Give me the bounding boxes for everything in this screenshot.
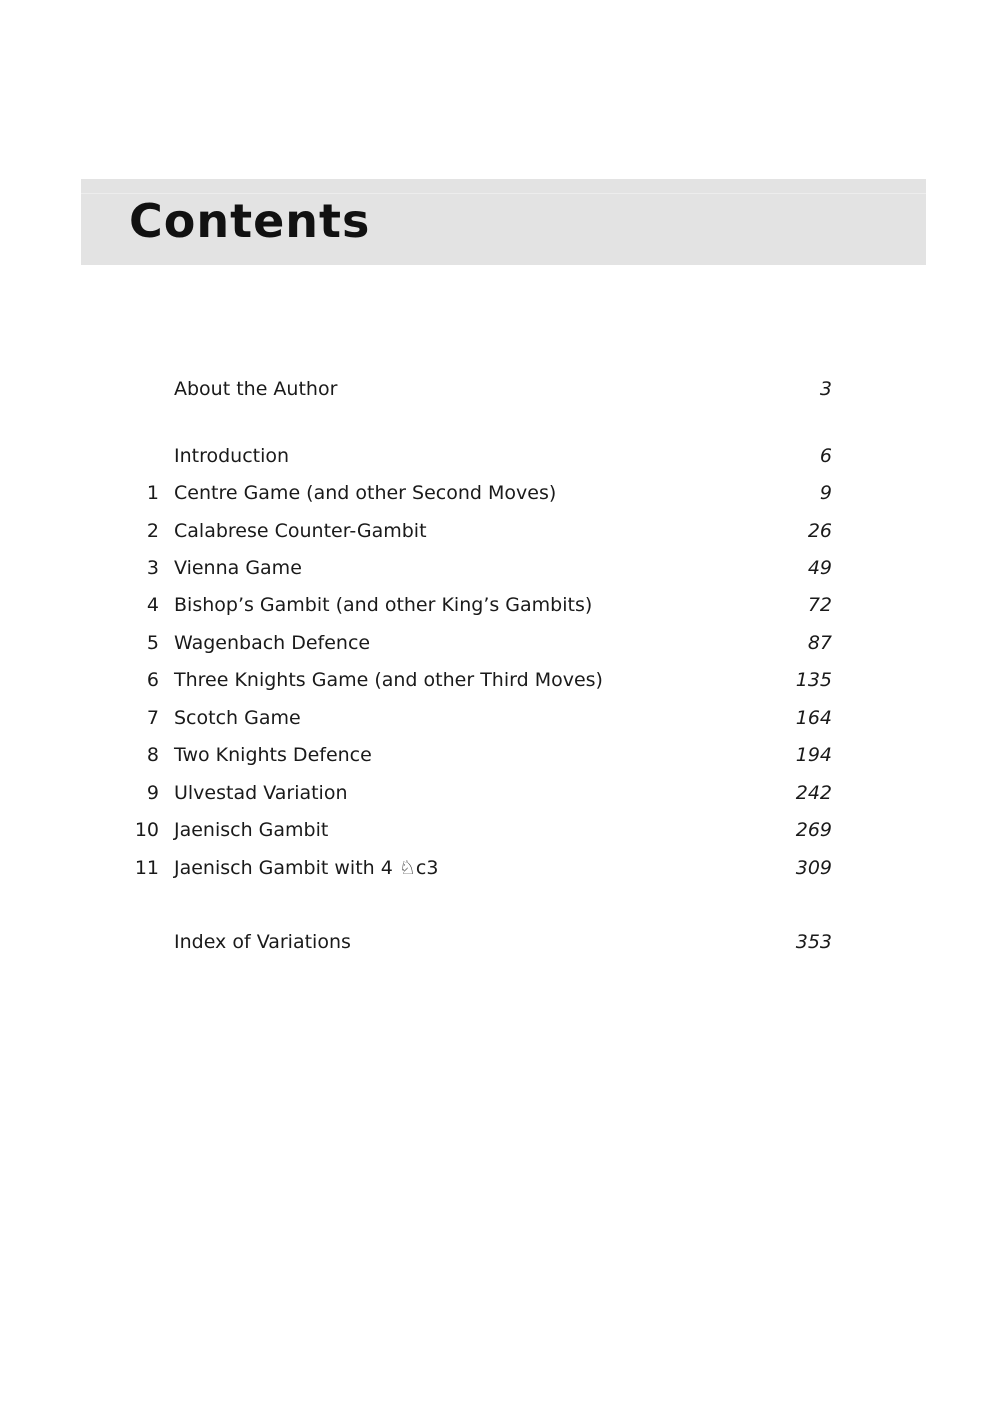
toc-page-number: 269: [795, 819, 832, 841]
toc-entry-chapter-2[interactable]: [0, 516, 1000, 546]
toc-chapter-number: 7: [146, 707, 159, 729]
toc-page-number: 49: [807, 557, 832, 579]
toc-page-number: 135: [795, 669, 832, 691]
toc-entry-chapter-6[interactable]: [0, 665, 1000, 695]
toc-entry-title: Index of Variations: [174, 931, 351, 953]
toc-page-number: 6: [819, 445, 832, 467]
toc-chapter-number: 5: [146, 632, 159, 654]
toc-chapter-number: 11: [134, 857, 159, 879]
toc-chapter-number: 3: [146, 557, 159, 579]
toc-entry-title: Vienna Game: [174, 557, 302, 579]
toc-entry-title: Scotch Game: [174, 707, 301, 729]
toc-entry-chapter-10[interactable]: [0, 815, 1000, 845]
toc-entry-title: Two Knights Defence: [174, 744, 372, 766]
toc-entry-title: Ulvestad Variation: [174, 782, 348, 804]
toc-page-number: 87: [807, 632, 832, 654]
toc-page-number: 26: [807, 520, 832, 542]
toc-entry-chapter-3[interactable]: [0, 553, 1000, 583]
toc-entry-title: Three Knights Game (and other Third Moves): [174, 669, 603, 691]
toc-chapter-number: 1: [146, 482, 159, 504]
toc-page-number: 353: [795, 931, 832, 953]
toc-page-number: 9: [819, 482, 832, 504]
toc-entry-chapter-7[interactable]: [0, 703, 1000, 733]
toc-chapter-number: 2: [146, 520, 159, 542]
toc-page-number: 72: [807, 594, 832, 616]
toc-entry-title: Jaenisch Gambit with 4 ♘c3: [174, 857, 439, 879]
toc-chapter-number: 10: [134, 819, 159, 841]
toc-entry-chapter-1[interactable]: [0, 478, 1000, 508]
toc-entry-chapter-11[interactable]: [0, 853, 1000, 883]
page-title: Contents: [129, 194, 371, 248]
contents-header-band: [81, 179, 926, 265]
toc-page-number: 164: [795, 707, 832, 729]
toc-entry-title: Wagenbach Defence: [174, 632, 371, 654]
toc-chapter-number: 6: [146, 669, 159, 691]
toc-entry-chapter-9[interactable]: [0, 778, 1000, 808]
toc-page-number: 3: [819, 378, 832, 400]
toc-entry-title: About the Author: [174, 378, 338, 400]
toc-entry-introduction[interactable]: [0, 441, 1000, 471]
toc-page-number: 194: [795, 744, 832, 766]
toc-entry-index-of-variations[interactable]: [0, 927, 1000, 957]
toc-entry-title: Jaenisch Gambit: [174, 819, 329, 841]
toc-entry-chapter-4[interactable]: [0, 590, 1000, 620]
toc-entry-title: Centre Game (and other Second Moves): [174, 482, 557, 504]
toc-entry-title: Bishop’s Gambit (and other King’s Gambits): [174, 594, 593, 616]
toc-entry-chapter-8[interactable]: [0, 740, 1000, 770]
toc-page-number: 242: [795, 782, 832, 804]
toc-entry-title: Calabrese Counter-Gambit: [174, 520, 427, 542]
toc-entry-title: Introduction: [174, 445, 290, 467]
toc-chapter-number: 9: [146, 782, 159, 804]
toc-entry-about-the-author[interactable]: [0, 374, 1000, 404]
toc-entry-chapter-5[interactable]: [0, 628, 1000, 658]
toc-chapter-number: 4: [146, 594, 159, 616]
toc-page-number: 309: [795, 857, 832, 879]
toc-chapter-number: 8: [146, 744, 159, 766]
